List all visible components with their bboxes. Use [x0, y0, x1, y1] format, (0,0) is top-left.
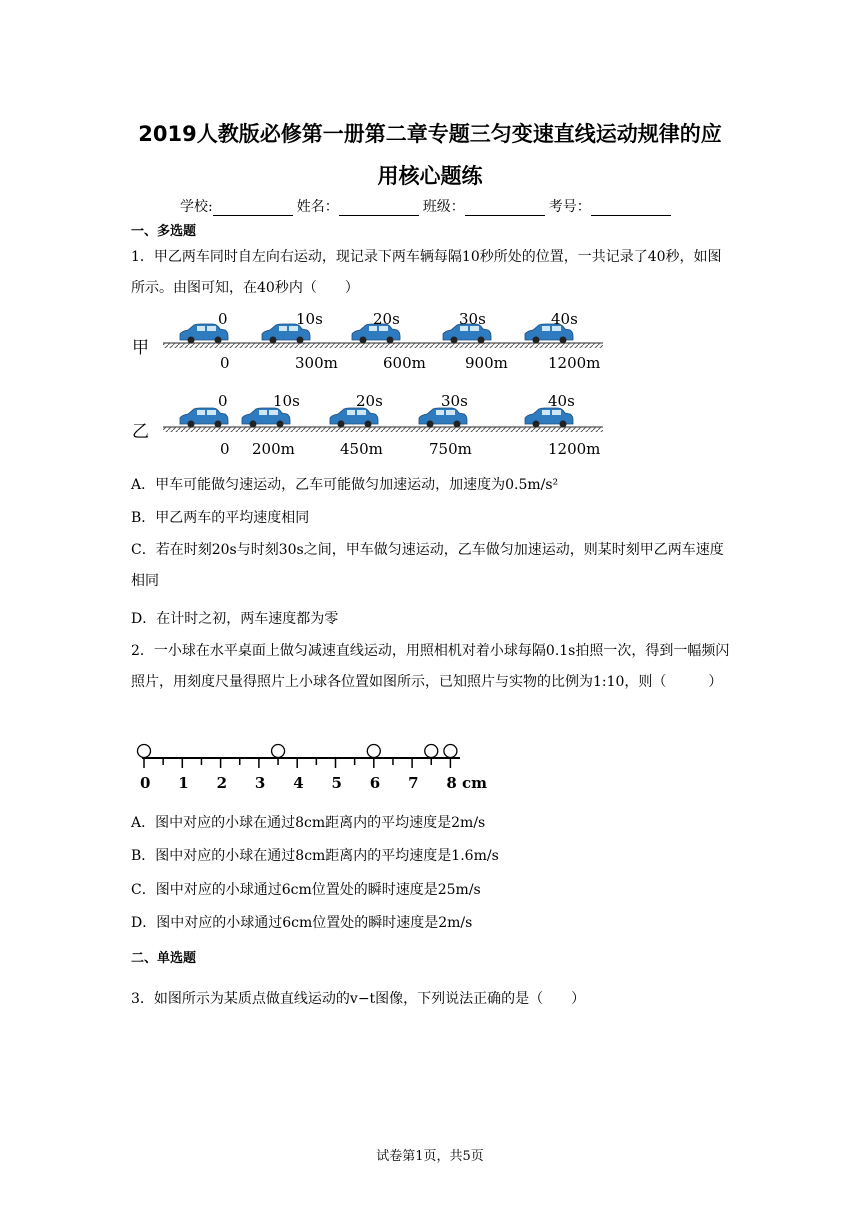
- position-label: 1200m: [548, 440, 601, 458]
- time-label: 20s: [373, 310, 400, 328]
- time-label: 10s: [273, 392, 300, 410]
- question-3-stem: 3．如图所示为某质点做直线运动的v−t图像，下列说法正确的是（ ）: [131, 991, 586, 1007]
- q2-ruler-figure: [128, 740, 498, 796]
- position-label: 300m: [295, 354, 338, 372]
- ball-marker: [367, 745, 380, 758]
- time-label: 10s: [296, 310, 323, 328]
- position-label: 200m: [252, 440, 295, 458]
- time-label: 40s: [551, 310, 578, 328]
- title-line-2: 用核心题练: [377, 164, 483, 188]
- position-label: 900m: [465, 354, 508, 372]
- ruler-tick-label: 6: [369, 774, 381, 792]
- ruler-tick-label: 7: [408, 774, 419, 792]
- position-label: 450m: [340, 440, 383, 458]
- car-b-20: [330, 408, 378, 428]
- time-label: 0: [218, 310, 228, 328]
- car-b-0: [180, 408, 228, 428]
- ruler-tick-label: 1: [178, 774, 189, 792]
- class-label: 班级：: [422, 199, 465, 215]
- section-multi-choice: 一、多选题: [131, 224, 197, 239]
- position-label: 0: [220, 440, 230, 458]
- position-label: 750m: [429, 440, 472, 458]
- student-info-line: [180, 196, 675, 216]
- question-1-stem: 1．甲乙两车同时自左向右运动，现记录下两车辆每隔10秒所处的位置，一共记录了40秒，如图所示。由图可知，在40秒内（ ）: [131, 249, 722, 296]
- car-b-30: [419, 408, 467, 428]
- ruler-tick-label: 2: [216, 774, 228, 792]
- ruler-tick-label: 8 cm: [446, 774, 488, 792]
- time-label: 30s: [441, 392, 468, 410]
- row-b-label: 乙: [132, 422, 149, 442]
- ball-marker: [425, 745, 438, 758]
- position-label: 600m: [383, 354, 426, 372]
- q2-option-b: B．图中对应的小球在通过8cm距离内的平均速度是1.6m/s: [131, 848, 499, 864]
- class-field[interactable]: [465, 201, 545, 216]
- ruler-tick-label: 4: [293, 774, 304, 792]
- page-footer: 试卷第1页，共5页: [376, 1149, 484, 1164]
- section-single-choice: 二、单选题: [131, 951, 197, 966]
- q2-option-a: A．图中对应的小球在通过8cm距离内的平均速度是2m/s: [131, 815, 486, 831]
- ruler-tick-label: 0: [140, 774, 151, 792]
- position-label: 0: [220, 354, 230, 372]
- q2-option-c: C．图中对应的小球通过6cm位置处的瞬时速度是25m/s: [131, 882, 481, 898]
- car-b-10: [242, 408, 290, 428]
- school-field[interactable]: [213, 201, 293, 216]
- row-a-label: 甲: [132, 338, 149, 358]
- name-field[interactable]: [339, 201, 419, 216]
- car-b-40: [525, 408, 573, 428]
- school-label: 学校:: [180, 199, 213, 215]
- q1-cars-figure: [128, 310, 608, 460]
- ball-marker: [138, 745, 151, 758]
- ruler-tick-label: 3: [254, 774, 266, 792]
- q1-option-b: B．甲乙两车的平均速度相同: [131, 510, 310, 526]
- ruler-tick-label: 5: [331, 774, 342, 792]
- q1-option-c: C．若在时刻20s与时刻30s之间，甲车做匀速运动，乙车做匀加速运动，则某时刻甲乙两车速度相同: [131, 542, 724, 589]
- q1-option-d: D．在计时之初，两车速度都为零: [131, 611, 339, 627]
- position-label: 1200m: [548, 354, 601, 372]
- exam-no-label: 考号：: [548, 199, 591, 215]
- q2-option-d: D．图中对应的小球通过6cm位置处的瞬时速度是2m/s: [131, 915, 473, 931]
- exam-no-field[interactable]: [591, 201, 671, 216]
- time-label: 40s: [548, 392, 575, 410]
- question-2-stem: 2．一小球在水平桌面上做匀减速直线运动，用照相机对着小球每隔0.1s拍照一次，得到一幅频闪照片，用刻度尺量得照片上小球各位置如图所示，已知照片与实物的比例为1:10，则（ ）: [131, 643, 730, 690]
- ball-marker: [272, 745, 285, 758]
- time-label: 0: [218, 392, 228, 410]
- q1-option-a: A．甲车可能做匀速运动，乙车可能做匀加速运动，加速度为0.5m/s²: [131, 477, 559, 493]
- name-label: 姓名：: [296, 199, 339, 215]
- time-label: 30s: [459, 310, 486, 328]
- time-label: 20s: [356, 392, 383, 410]
- title-line-1: 2019人教版必修第一册第二章专题三匀变速直线运动规律的应: [138, 122, 722, 146]
- ball-marker: [444, 745, 457, 758]
